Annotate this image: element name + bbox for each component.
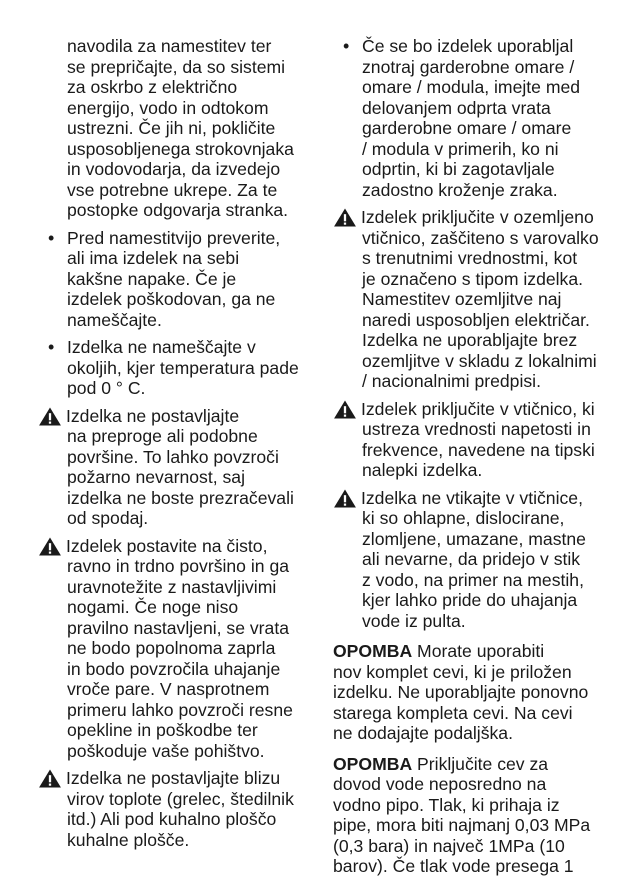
warning-line: ali nevarne, da pridejo v stik — [362, 549, 581, 569]
warning-line: ravno in trdno površino in ga — [67, 556, 290, 576]
intro-line: usposobljenega strokovnjaka — [67, 138, 294, 159]
intro-line: energijo, vodo in odtokom — [67, 97, 269, 118]
warning-line: nalepki izdelka. — [362, 460, 483, 480]
bullet-line: kakšne napake. Če je — [67, 268, 237, 289]
note-first-text: Morate uporabiti — [412, 641, 545, 661]
intro-line: navodila za namestitev ter — [67, 36, 272, 56]
warning-line: pravilno nastavljeni, se vrata — [67, 617, 289, 638]
warning-first-line — [38, 768, 306, 789]
bullet-line: pod 0 ° C. — [67, 378, 146, 398]
warning-line: in bodo povzročila uhajanje — [67, 658, 281, 679]
warning-line: naredi usposobljen električar. — [362, 309, 590, 330]
bullet-line: okoljih, kjer temperatura pade — [67, 357, 299, 378]
bullet-dot-icon: • — [48, 227, 55, 248]
bullet-line: delovanjem odprta vrata — [362, 97, 551, 118]
warning-line: virov toplote (grelec, štedilnik — [67, 788, 294, 809]
warning-triangle-icon — [38, 407, 62, 426]
warning-line: kjer lahko pride do uhajanja — [362, 590, 578, 610]
warning-block — [38, 536, 306, 762]
warning-first-text: Izdelka ne vtikajte v vtičnice, — [361, 487, 583, 508]
warning-block — [333, 399, 613, 481]
warning-line: frekvence, navedene na tipski — [362, 439, 595, 460]
warning-line: kuhalne plošče. — [67, 829, 190, 850]
warning-first-line — [38, 406, 306, 427]
bullet-line: / modula v primerih, ko ni — [362, 138, 559, 159]
note-line: starega kompleta cevi. Na cevi — [333, 702, 573, 723]
warning-first-text: Izdelka ne postavljajte blizu — [66, 768, 281, 788]
bullet-item — [333, 36, 613, 200]
warning-first-text: Izdelka ne postavljajte — [66, 405, 240, 426]
warning-line: zlomljene, umazane, mastne — [362, 528, 586, 549]
intro-line: postopke odgovarja stranka. — [67, 200, 289, 220]
note-first-text: Priključite cev za — [412, 753, 549, 774]
bullet-dot-icon: • — [48, 337, 55, 357]
warning-triangle-icon — [333, 400, 357, 419]
intro-line: in vodovodarja, da izvedejo — [67, 159, 281, 179]
warning-line: uravnotežite z nastavljivimi — [67, 576, 277, 597]
warning-line: vode iz pulta. — [362, 610, 466, 631]
left-column — [38, 36, 306, 857]
note-line: ne dodajajte podaljška. — [333, 723, 513, 743]
warning-line: ozemljitve v skladu z lokalnimi — [362, 350, 597, 371]
warning-line: je označeno s tipom izdelka. — [362, 268, 584, 289]
bullet-line: Če se bo izdelek uporabljal — [362, 36, 574, 56]
warning-first-text: Izdelek postavite na čisto, — [66, 535, 268, 556]
note-block — [333, 641, 613, 744]
bullet-item — [38, 228, 306, 331]
bullet-dot-icon: • — [343, 36, 350, 56]
warning-line: / nacionalnimi predpisi. — [362, 371, 541, 391]
note-line: pipe, mora biti najmanj 0,03 MPa — [333, 815, 591, 835]
warning-line: ki so ohlapne, dislocirane, — [362, 508, 565, 528]
warning-first-text: Izdelek priključite v vtičnico, ki — [361, 398, 595, 419]
intro-paragraph — [38, 36, 306, 221]
warning-line: z vodo, na primer na mestih, — [362, 569, 584, 590]
warning-line: na preproge ali podobne — [67, 426, 258, 446]
warning-line: od spodaj. — [67, 508, 149, 528]
bullet-line: garderobne omare / omare — [362, 118, 572, 138]
warning-first-text: Izdelek priključite v ozemljeno — [361, 207, 594, 227]
note-block — [333, 754, 613, 877]
bullet-item — [38, 337, 306, 399]
bullet-line: odprtin, ki bi zagotavljale — [362, 159, 555, 179]
note-line: izdelku. Ne uporabljajte ponovno — [333, 682, 589, 702]
warning-first-line — [333, 488, 613, 509]
bullet-line: omare / modula, imejte med — [362, 77, 581, 97]
warning-line: nogami. Če noge niso — [67, 597, 239, 617]
note-line: dovod vode neposredno na — [333, 774, 547, 794]
bullet-line: izdelek poškodovan, ga ne — [67, 289, 276, 309]
warning-block — [333, 488, 613, 632]
intro-line: vse potrebne ukrepe. Za te — [67, 179, 278, 200]
note-first-line — [333, 641, 613, 662]
warning-triangle-icon — [38, 537, 62, 556]
warning-first-line — [38, 536, 306, 557]
warning-first-line — [333, 207, 613, 228]
note-line: nov komplet cevi, ki je priložen — [333, 661, 572, 682]
warning-line: ustreza vrednosti napetosti in — [362, 419, 591, 439]
right-column — [333, 36, 613, 884]
warning-triangle-icon — [333, 489, 357, 508]
warning-line: vroče pare. V nasprotnem — [67, 679, 270, 699]
warning-first-line — [333, 399, 613, 420]
warning-triangle-icon — [38, 769, 62, 788]
bullet-line: zadostno kroženje zraka. — [362, 179, 558, 200]
warning-block — [38, 768, 306, 850]
intro-line: za oskrbo z električno — [67, 77, 238, 97]
bullet-line: Izdelka ne nameščajte v — [67, 337, 256, 357]
warning-block — [333, 207, 613, 392]
intro-line: ustrezni. Če jih ni, pokličite — [67, 118, 276, 138]
warning-line: površine. To lahko povzroči — [67, 446, 279, 467]
warning-line: itd.) Ali pod kuhalno ploščo — [67, 809, 277, 829]
bullet-line: nameščajte. — [67, 309, 162, 330]
bullet-line: znotraj garderobne omare / — [362, 56, 575, 77]
warning-line: poškoduje vaše pohištvo. — [67, 740, 265, 761]
warning-line: opekline in poškodbe ter — [67, 720, 258, 740]
note-label: OPOMBA — [333, 641, 413, 661]
note-line: (0,3 bara) in največ 1MPa (10 — [333, 835, 565, 856]
note-line: barov). Če tlak vode presega 1 — [333, 856, 574, 876]
note-line: vodno pipo. Tlak, ki prihaja iz — [333, 794, 560, 815]
warning-line: požarno nevarnost, saj — [67, 467, 245, 487]
intro-line: se prepričajte, da so sistemi — [67, 56, 286, 77]
bullet-line: ali ima izdelek na sebi — [67, 248, 240, 268]
warning-triangle-icon — [333, 208, 357, 227]
note-label: OPOMBA — [333, 753, 413, 774]
warning-line: vtičnico, zaščiteno s varovalko — [362, 227, 599, 248]
warning-line: Namestitev ozemljitve naj — [362, 289, 562, 309]
bullet-line: Pred namestitvijo preverite, — [67, 227, 281, 248]
warning-line: s trenutnimi vrednostmi, kot — [362, 248, 578, 268]
warning-line: ne bodo popolnoma zaprla — [67, 638, 276, 658]
warning-block — [38, 406, 306, 529]
warning-line: Izdelka ne uporabljajte brez — [362, 330, 578, 350]
warning-line: izdelka ne boste prezračevali — [67, 487, 294, 508]
note-first-line — [333, 754, 613, 775]
warning-line: primeru lahko povzroči resne — [67, 699, 293, 720]
